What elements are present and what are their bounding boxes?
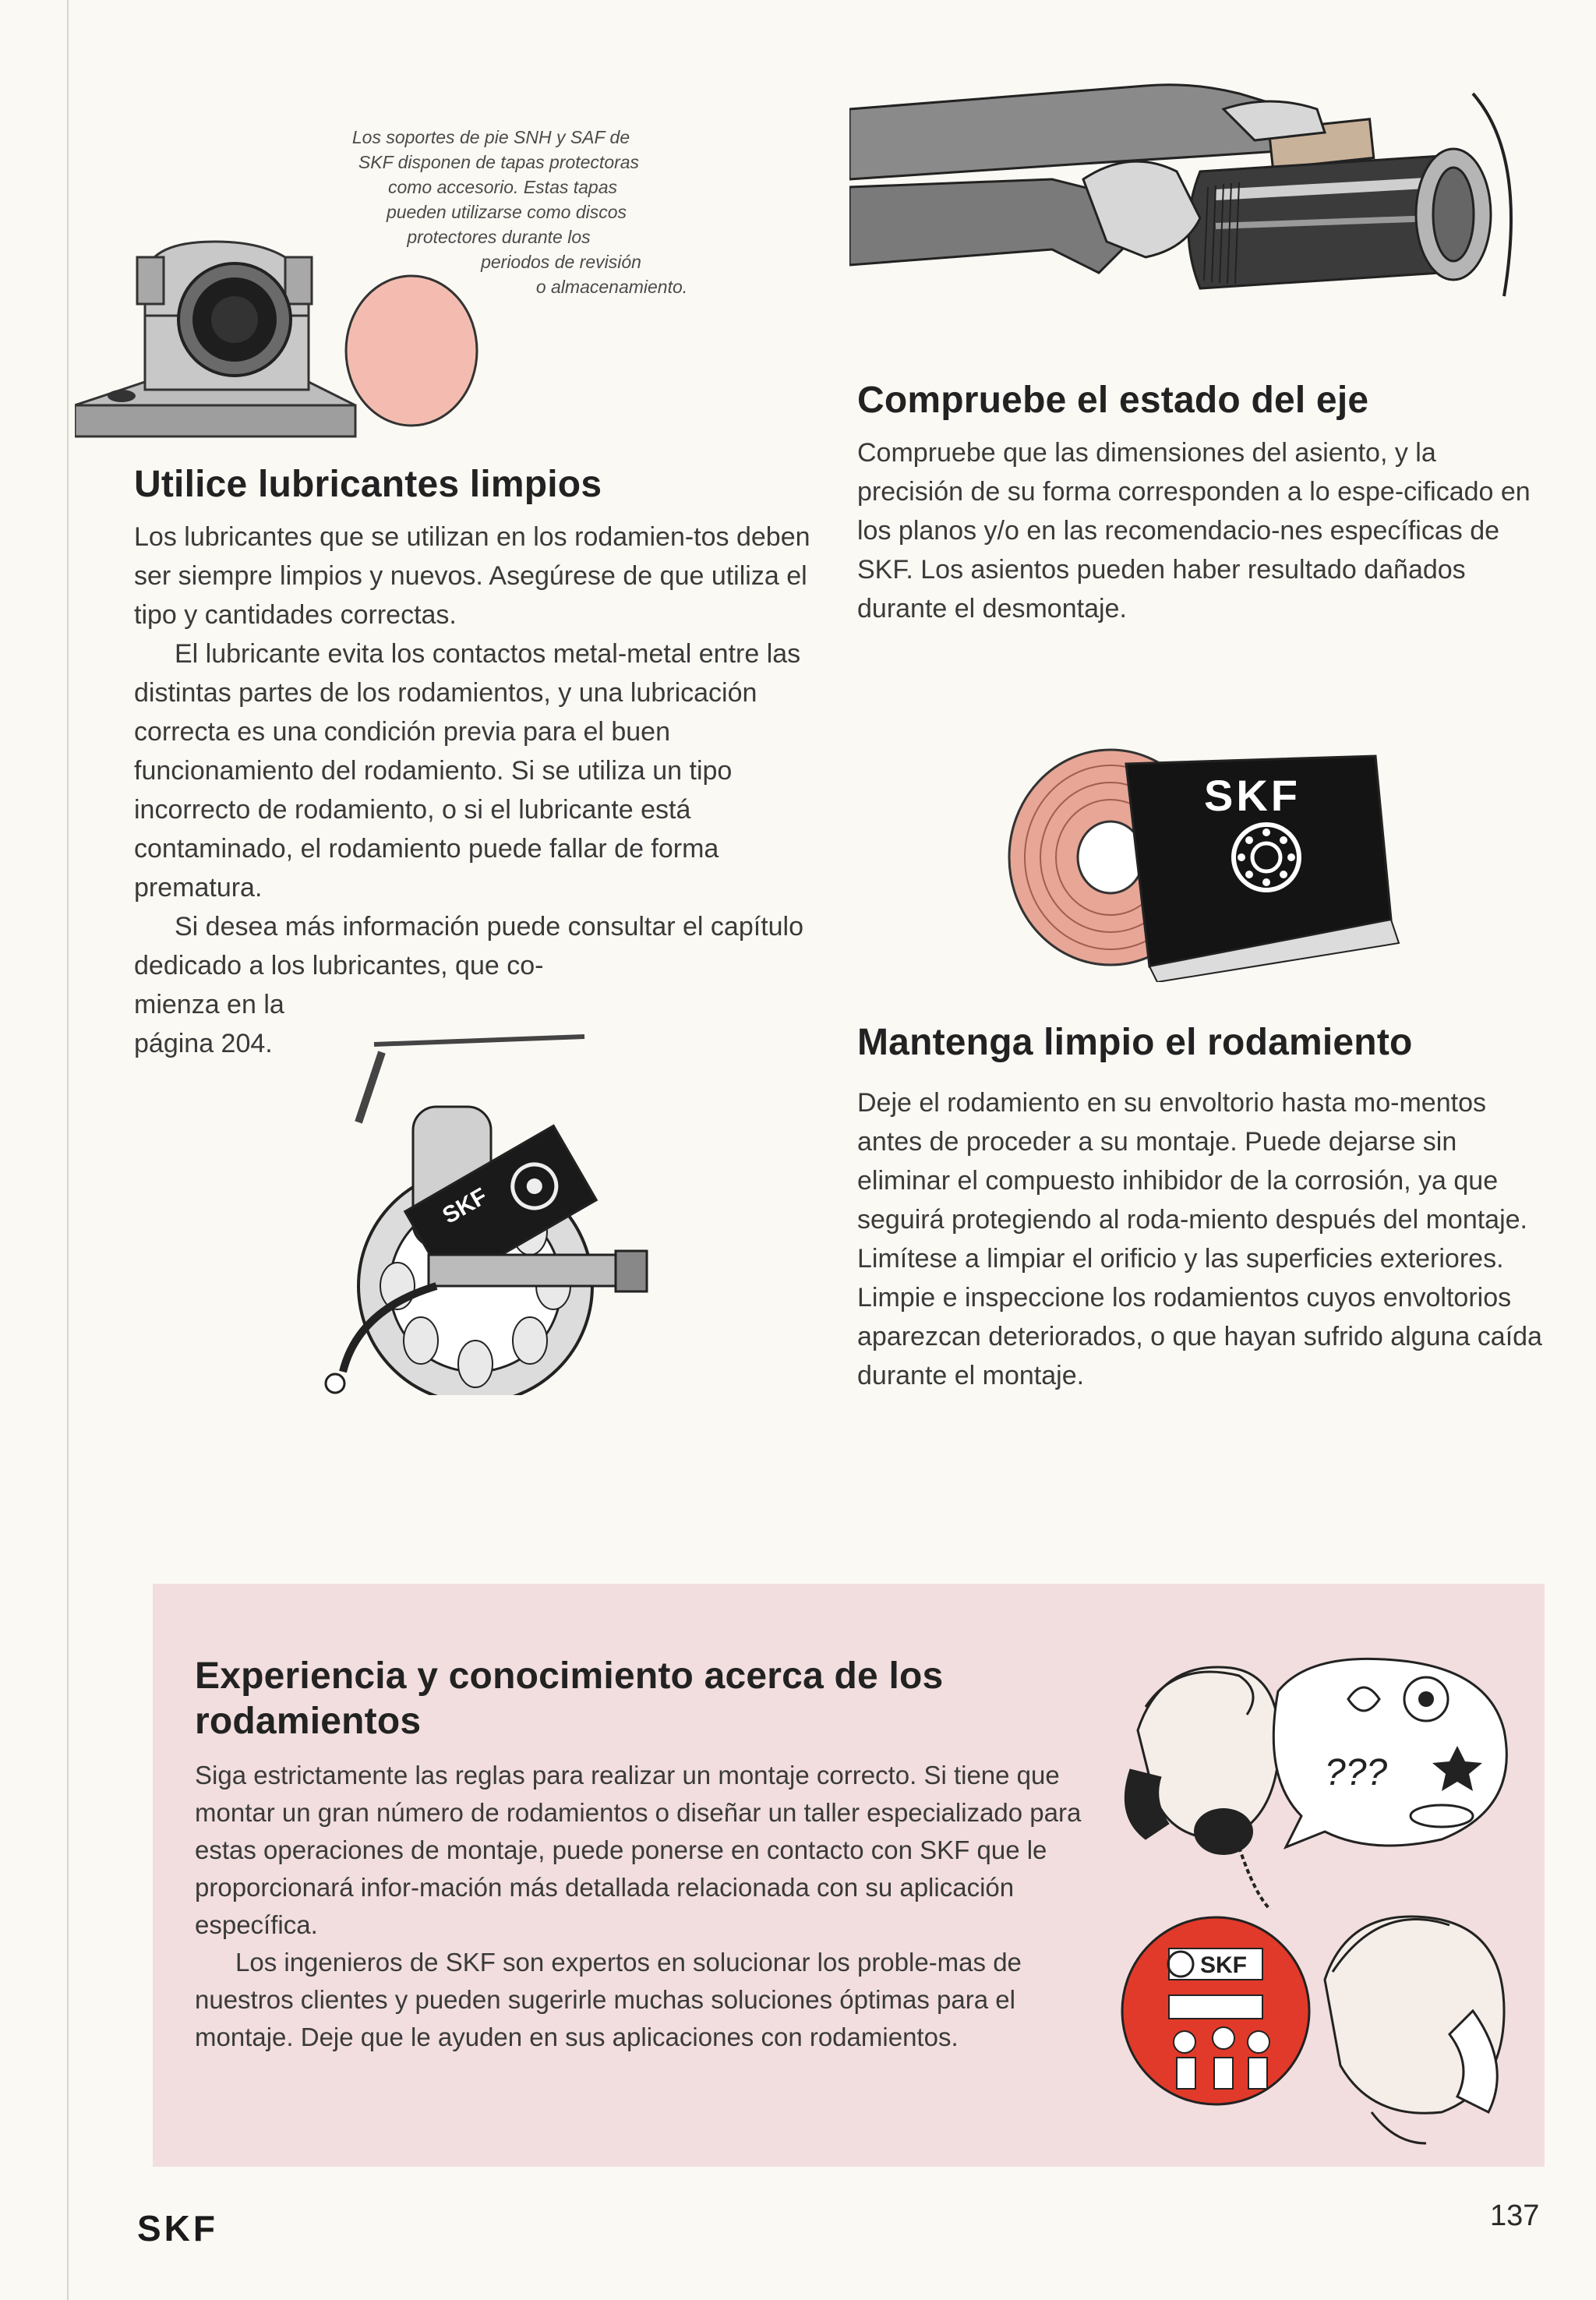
caption-line: pueden utilizarse como discos xyxy=(386,202,627,222)
caption-line: protectores durante los xyxy=(407,227,591,247)
wrapped-bearing-illustration xyxy=(1001,733,1407,982)
page-gutter-line xyxy=(67,0,69,2300)
box-skf-logo: SKF xyxy=(1204,771,1301,820)
housing-caption xyxy=(288,125,740,299)
caption-line: o almacenamiento. xyxy=(535,277,688,297)
lubricants-paragraph-3: Si desea más información puede consultar el capítulo dedicado a los lubricantes, que co- xyxy=(134,912,804,980)
experience-title: Experiencia y conocimiento acerca de los rodamientos xyxy=(195,1655,944,1742)
shaft-title: Compruebe el estado del eje xyxy=(857,380,1369,421)
caption-line: como accesorio. Estas tapas xyxy=(387,177,618,197)
clean-body xyxy=(857,1083,1543,1395)
clean-title: Mantenga limpio el rodamiento xyxy=(857,1022,1413,1063)
lubricants-paragraph-3-cont: mienza en la xyxy=(134,990,284,1019)
experience-paragraph-2: Los ingenieros de SKF son expertos en solucionar los proble-mas de nuestros clientes y pueden sugerirle muchas soluciones óptimas para el montaje. Deje que le ayuden en sus aplicaciones con rodamientos. xyxy=(195,1948,1022,2051)
lubricants-body xyxy=(134,518,820,1063)
lubricants-title: Utilice lubricantes limpios xyxy=(134,464,602,505)
caption-line: Los soportes de pie SNH y SAF de xyxy=(351,127,630,147)
shaft-inspection-illustration xyxy=(849,62,1527,312)
shaft-body xyxy=(857,433,1543,628)
experience-paragraph-1: Siga estrictamente las reglas para realizar un montaje correcto. Si tiene que montar un gran número de rodamientos o diseñar un taller especializado para estas operaciones de montaje, puede ponerse en contacto con SKF que le proporcionará infor-mación más detallada relacionada con su aplicación específica. xyxy=(195,1761,1082,1939)
caption-line: SKF disponen de tapas protectoras xyxy=(358,152,640,172)
grease-gun-illustration xyxy=(312,1029,686,1395)
question-marks: ??? xyxy=(1325,1752,1388,1793)
experience-body xyxy=(195,1757,1091,2056)
page-number: 137 xyxy=(1490,2199,1540,2232)
lubricants-paragraph-1: Los lubricantes que se utilizan en los rodamien-tos deben ser siempre limpios y nuevos. Asegúrese de que utiliza el tipo y cantidades correctas. xyxy=(134,522,810,630)
caption-line: periodos de revisión xyxy=(481,252,641,272)
lubricants-paragraph-2: El lubricante evita los contactos metal-metal entre las distintas partes de los rodamientos, y una lubricación correcta es una condición previa para el buen funcionamiento del rodamiento. Si se utiliza un tipo incorrecto de rodamiento, o si el lubricante está contaminado, el rodamiento puede fallar de forma prematura. xyxy=(134,639,801,903)
shaft-paragraph-1: Compruebe que las dimensiones del asiento, y la precisión de su forma corresponden a lo espe-cificado en los planos y/o en las recomendacio-nes específicas de SKF. Los asientos pueden haber resultado dañados durante el desmontaje. xyxy=(857,438,1531,624)
lubricants-page-reference: página 204. xyxy=(134,1029,273,1058)
phone-call-illustration xyxy=(1114,1645,1527,2151)
footer-skf-logo: SKF xyxy=(137,2208,218,2249)
grease-tube-logo: SKF xyxy=(438,1183,492,1229)
phone-skf-logo: SKF xyxy=(1200,1952,1247,1978)
clean-paragraph-1: Deje el rodamiento en su envoltorio hasta mo-mentos antes de proceder a su montaje. Puede dejarse sin eliminar el compuesto inhibidor de la corrosión, ya que seguirá protegiendo al roda-miento después del montaje. Limítese a limpiar el orificio y las superficies exteriores. Limpie e inspeccione los rodamientos cuyos envoltorios aparezcan deteriorados, o que hayan sufrido alguna caída durante el montaje. xyxy=(857,1088,1542,1390)
